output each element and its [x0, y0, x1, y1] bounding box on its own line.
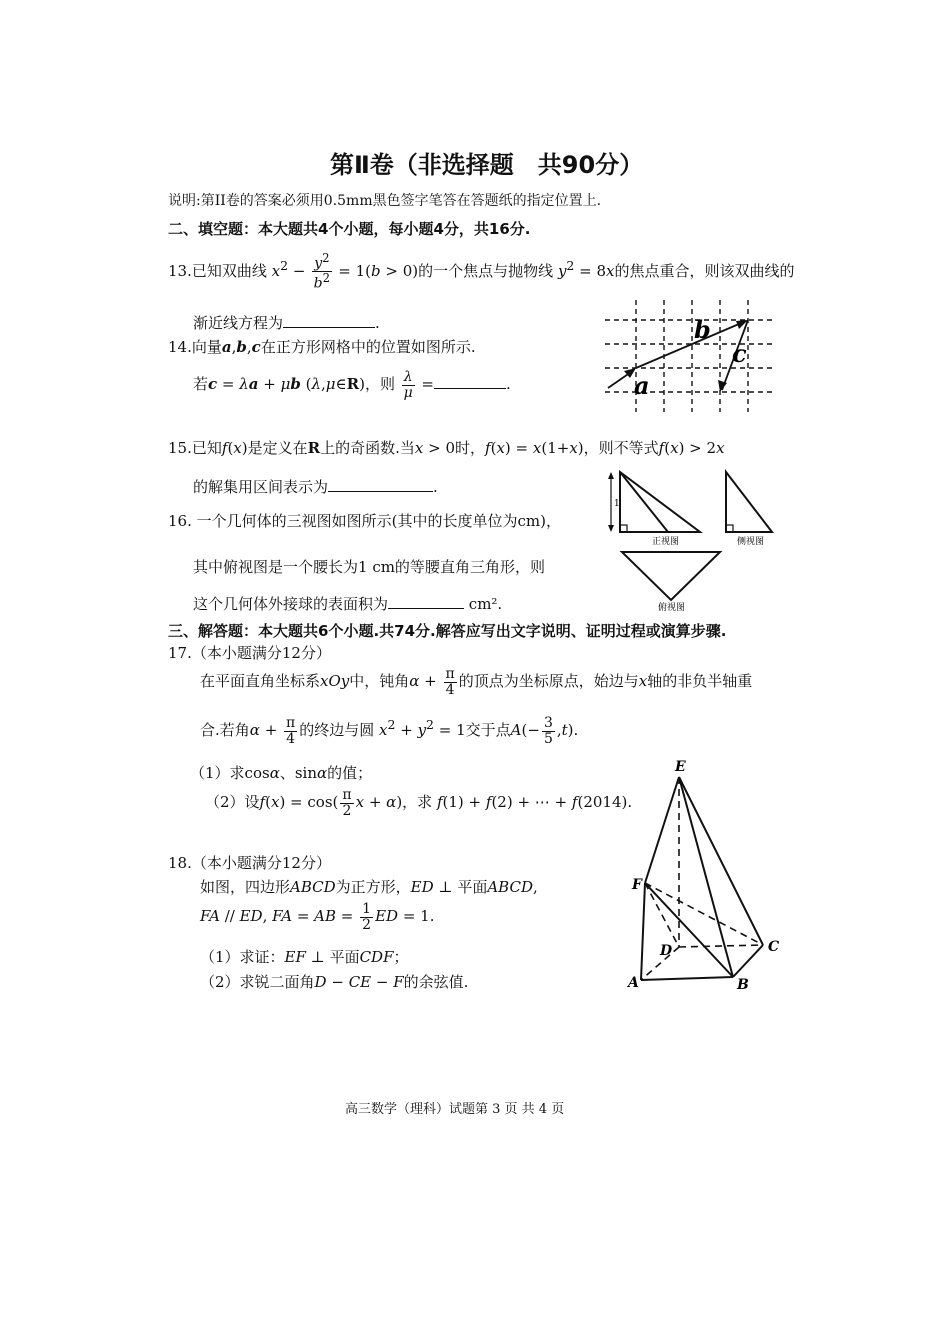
top-view-label: 俯视图 [658, 603, 686, 612]
question-18-line2: FA // ED, FA = AB = $\frac{1}{2}$ ED = 1. [200, 901, 435, 933]
page-footer: 高三数学（理科）试题第 3 页 共 4 页 [345, 1102, 565, 1117]
front-view-label: 正视图 [652, 537, 680, 547]
svg-text:1: 1 [614, 499, 620, 509]
svg-text:B: B [737, 977, 749, 993]
question-15: 15.已知f(x)是定义在R上的奇函数.当x > 0时，f(x) = x(1+x)，则不等式f(x) > 2x [168, 439, 725, 457]
answer-blank-15 [328, 477, 433, 492]
question-18-line1: 如图，四边形ABCD为正方形，ED ⊥ 平面ABCD, [200, 878, 538, 896]
side-view-label: 侧视图 [737, 537, 765, 547]
question-17-part2: （2）设f(x) = cos( $\frac{\pi}{2}$ x + α)，求 f(1) + f(2) + ⋯ + f(2014). [205, 787, 633, 819]
label-a: a [634, 371, 650, 400]
question-14: 14.向量a,b,c在正方形网格中的位置如图所示. [168, 338, 476, 356]
question-17-line1: 在平面直角坐标系xOy中，钝角α + $\frac{\pi}{4}$ 的顶点为坐标原点，始边与x轴的非负半轴重 [200, 666, 753, 698]
section-fill-in-heading: 二、填空题：本大题共4个小题，每小题4分，共16分. [168, 220, 531, 238]
label-b: b [694, 315, 711, 344]
question-13: 13.已知双曲线 $x^2$ − $\frac{y^2}{b^2}$ = 1(b > 0)的一个焦点与抛物线 $y^2 = 8x$的焦点重合，则该双曲线的 [168, 251, 795, 292]
question-16-line2: 其中俯视图是一个腰长为1 cm的等腰直角三角形，则 [193, 558, 545, 576]
pyramid-figure [625, 755, 790, 995]
page-title: 第Ⅱ卷（非选择题 共90分） [330, 151, 644, 179]
answer-blank-16 [388, 594, 464, 609]
question-13-continued: 渐近线方程为 . [193, 314, 380, 332]
answer-blank-13 [283, 313, 375, 328]
svg-text:A: A [628, 975, 639, 991]
label-c: c [732, 339, 747, 368]
three-views-figure [602, 464, 782, 612]
question-18-heading: 18.（本小题满分12分） [168, 854, 331, 872]
vector-grid-figure [600, 292, 780, 417]
svg-text:F: F [632, 877, 642, 893]
question-16-line3: 这个几何体外接球的表面积为 cm². [193, 595, 503, 613]
question-17-heading: 17.（本小题满分12分） [168, 644, 331, 662]
question-15-continued: 的解集用区间表示为 . [193, 478, 438, 496]
svg-text:C: C [768, 939, 780, 955]
section-solve-heading: 三、解答题：本大题共6个小题.共74分.解答应写出文字说明、证明过程或演算步骤. [168, 622, 727, 640]
question-18-part1: （1）求证：EF ⊥ 平面CDF； [200, 948, 409, 966]
svg-text:E: E [675, 759, 686, 775]
question-18-part2: （2）求锐二面角D − CE − F的余弦值. [200, 973, 469, 991]
question-17-part1: （1）求cosα、sinα的值； [190, 764, 373, 782]
instruction-note: 说明:第II卷的答案必须用0.5mm黑色签字笔答在答题纸的指定位置上. [168, 193, 602, 209]
question-16: 16. 一个几何体的三视图如图所示(其中的长度单位为cm)， [168, 512, 561, 530]
svg-text:D: D [660, 943, 673, 959]
answer-blank-14 [434, 374, 506, 389]
question-14-condition: 若c = λa + μb (λ,μ∈R)，则 $\frac{\lambda}{\mu}$ = . [193, 369, 511, 401]
question-17-line2: 合.若角α + $\frac{\pi}{4}$ 的终边与圆 $x^2 + y^2 = 1$交于点A(− $\frac{3}{5}$ ,t). [200, 715, 579, 747]
